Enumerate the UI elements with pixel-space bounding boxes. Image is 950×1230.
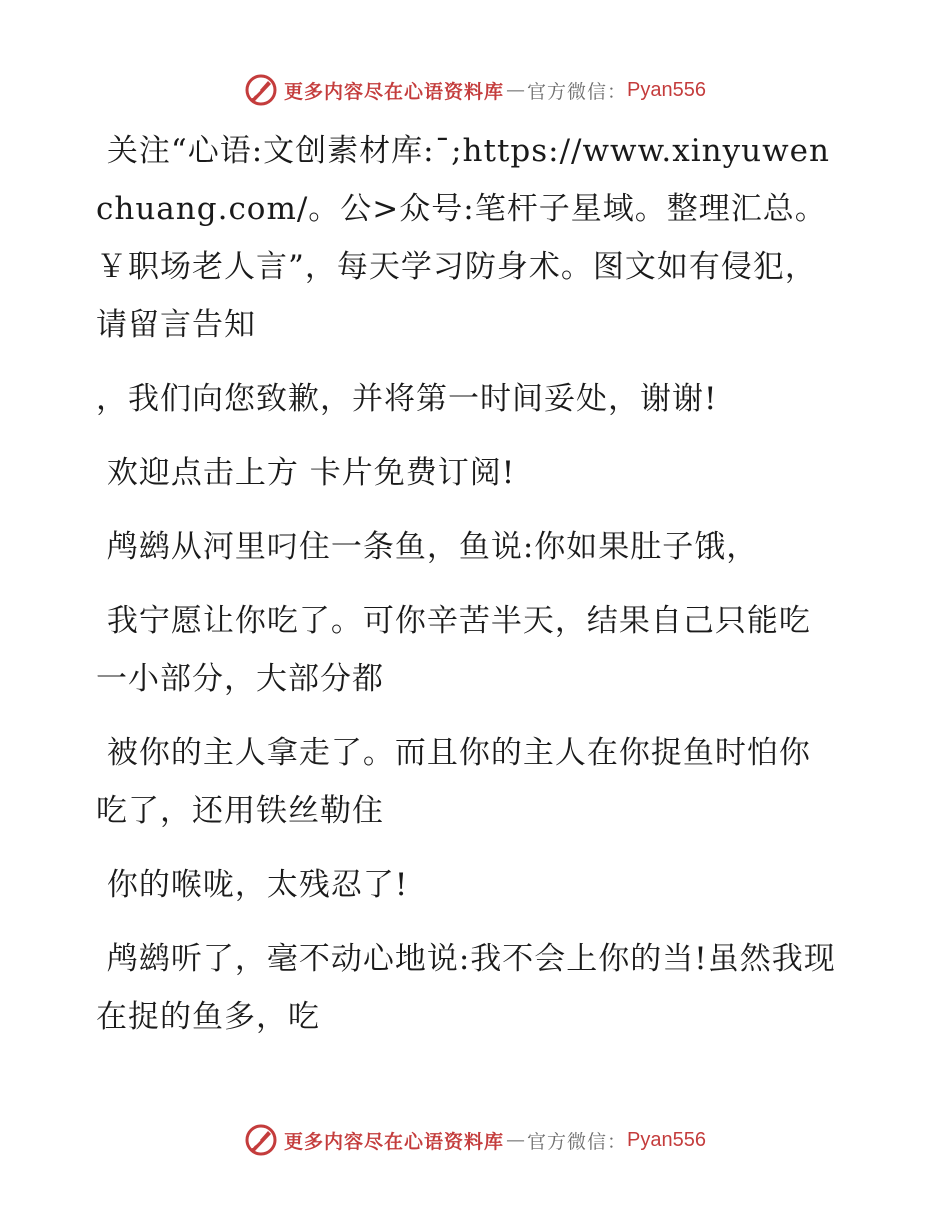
quill-pen-logo-icon xyxy=(244,73,278,107)
paragraph-7: 你的喉咙，太残忍了! xyxy=(96,867,409,903)
banner-brand-text: 更多内容尽在心语资料库 xyxy=(284,80,505,103)
banner-wechat-label: 官方微信： xyxy=(527,1130,628,1153)
paragraph-4: 鸬鹚从河里叼住一条鱼，鱼说:你如果肚子饿， xyxy=(96,529,759,565)
banner-wechat-label: 官方微信： xyxy=(527,80,628,103)
paragraph-8: 鸬鹚听了，毫不动心地说:我不会上你的当!虽然我现在捉的鱼多，吃 xyxy=(96,941,836,1035)
paragraph-5: 我宁愿让你吃了。可你辛苦半天，结果自己只能吃一小部分，大部分都 xyxy=(96,603,811,697)
header-banner xyxy=(0,70,950,110)
paragraph-1: 关注“心语:文创素材库:¯;https://www.xinyuwenchuang.com/。公>众号:笔杆子星域。整理汇总。￥职场老人言”，每天学习防身术。图文如有侵犯，请留言告知 xyxy=(96,133,830,343)
banner-dash: — xyxy=(506,1129,526,1151)
paragraph-6: 被你的主人拿走了。而且你的主人在你捉鱼时怕你吃了，还用铁丝勒住 xyxy=(96,735,811,829)
banner-wechat-id: Pyan556 xyxy=(627,78,706,101)
document-body xyxy=(96,122,836,1062)
banner-wechat-id: Pyan556 xyxy=(627,1128,706,1151)
banner-dash: — xyxy=(506,79,526,101)
paragraph-3: 欢迎点击上方 卡片免费订阅! xyxy=(96,455,516,491)
footer-banner xyxy=(0,1120,950,1160)
banner-brand-text: 更多内容尽在心语资料库 xyxy=(284,1130,505,1153)
quill-pen-logo-icon xyxy=(244,1123,278,1157)
paragraph-2: ，我们向您致歉，并将第一时间妥处，谢谢! xyxy=(96,381,718,417)
